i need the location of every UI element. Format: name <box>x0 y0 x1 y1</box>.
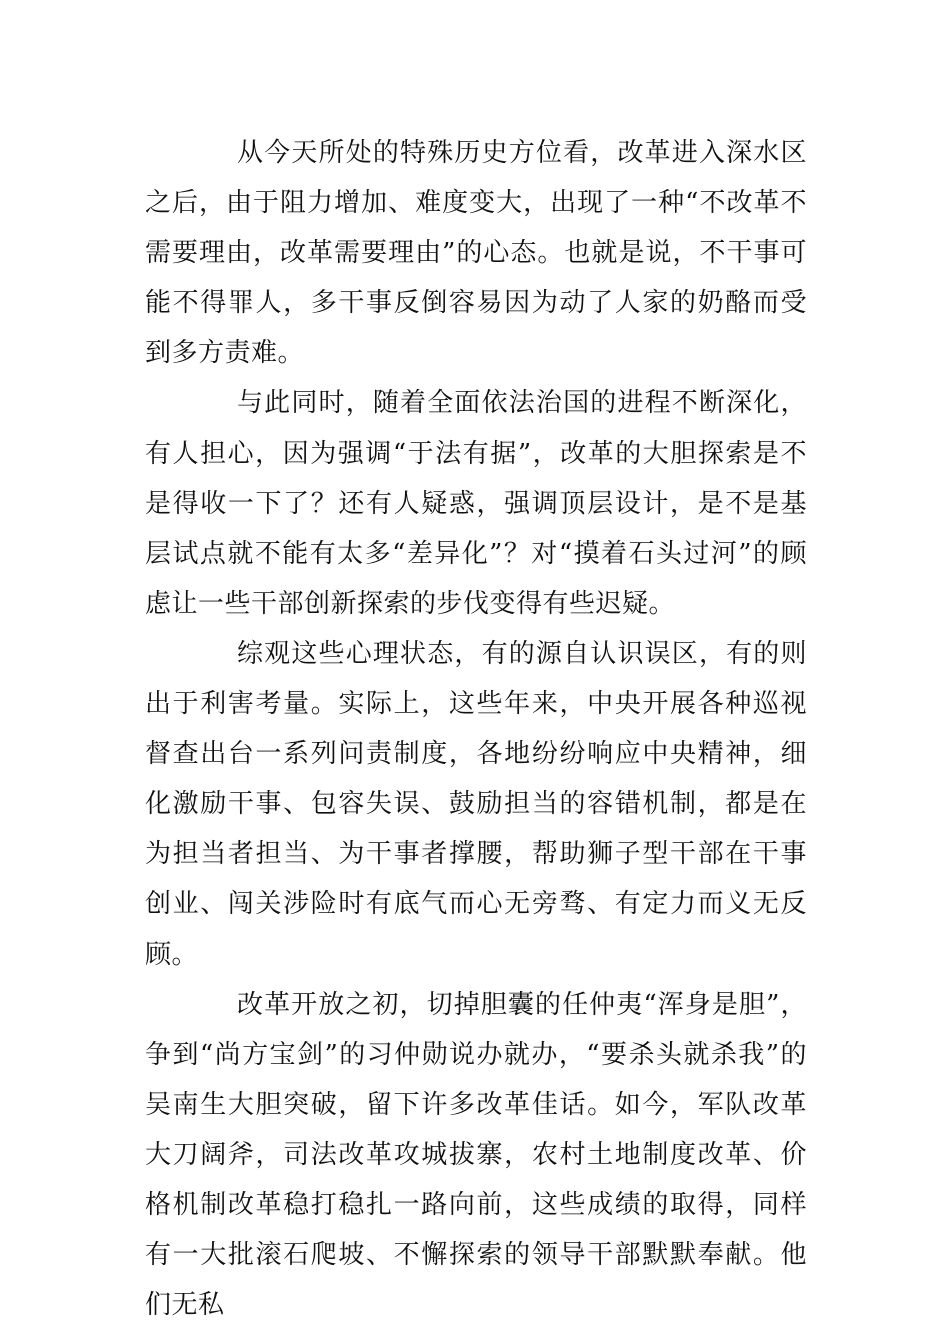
paragraph-1: 从今天所处的特殊历史方位看，改革进入深水区之后，由于阻力增加、难度变大，出现了一种“不改革不需要理由，改革需要理由”的心态。也就是说，不干事可能不得罪人，多干事反倒容易因为动了人家的奶酪而受到多方责难。 <box>145 138 807 369</box>
paragraph-3: 综观这些心理状态，有的源自认识误区，有的则出于利害考量。实际上，这些年来，中央开展各种巡视督查出台一系列问责制度，各地纷纷响应中央精神，细化激励干事、包容失误、鼓励担当的容错机制，都是在为担当者担当、为干事者撑腰，帮助狮子型干部在干事创业、闯关涉险时有底气而心无旁骛、有定力而义无反顾。 <box>145 638 807 970</box>
paragraph-4: 改革开放之初，切掉胆囊的任仲夷“浑身是胆”，争到“尚方宝剑”的习仲勋说办就办，“要杀头就杀我”的吴南生大胆突破，留下许多改革佳话。如今，军队改革大刀阔斧，司法改革攻城拔寨，农村土地制度改革、价格机制改革稳打稳扎一路向前，这些成绩的取得，同样有一大批滚石爬坡、不懈探索的领导干部默默奉献。他们无私 <box>145 989 807 1321</box>
article-body <box>145 128 807 1330</box>
paragraph-2: 与此同时，随着全面依法治国的进程不断深化，有人担心，因为强调“于法有据”，改革的大胆探索是不是得收一下了？还有人疑惑，强调顶层设计，是不是基层试点就不能有太多“差异化”？对“摸着石头过河”的顾虑让一些干部创新探索的步伐变得有些迟疑。 <box>145 388 807 619</box>
